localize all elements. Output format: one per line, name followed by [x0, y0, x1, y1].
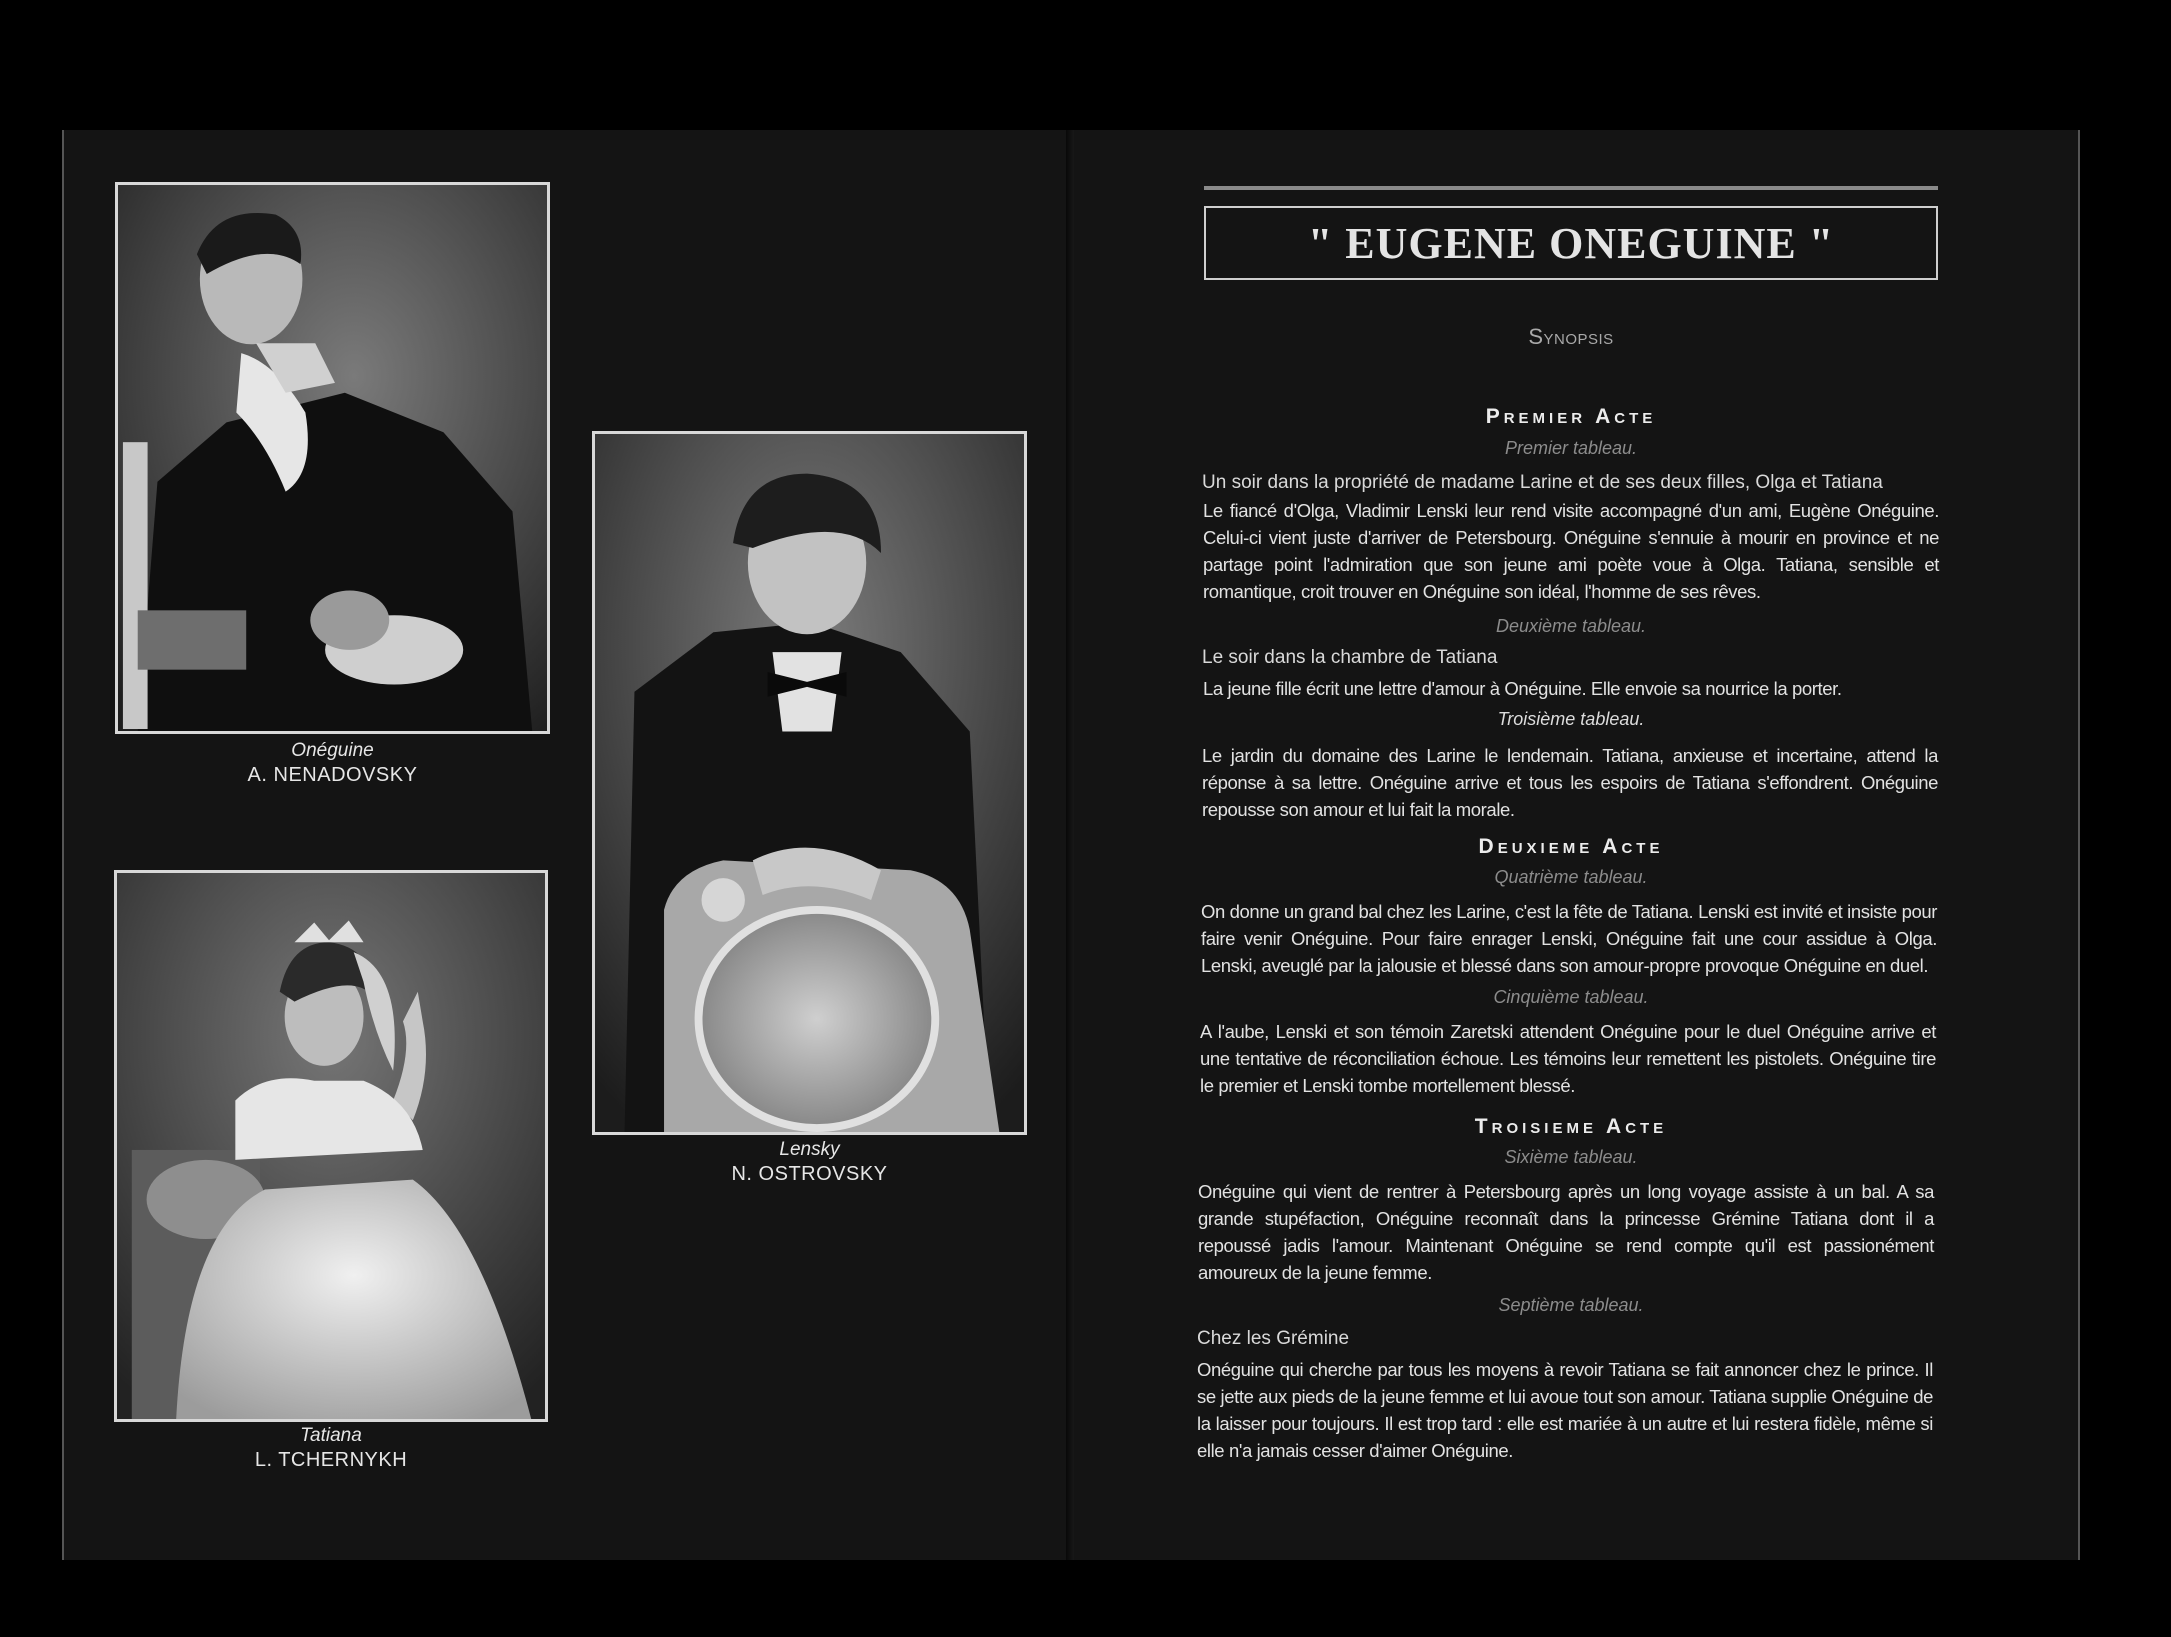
title-box [1204, 206, 1938, 280]
tableau-label: Cinquième tableau. [1493, 987, 1649, 1007]
tableau-label: Deuxième tableau. [1495, 616, 1647, 636]
tableau-label: Quatrième tableau. [1494, 867, 1648, 887]
tableau-label: Troisième tableau. [1497, 709, 1645, 729]
caption-role: Lensky [779, 1139, 840, 1160]
synopsis-paragraph: Le jardin du domaine des Larine le lendemain. Tatiana, anxieuse et incertaine, attend la réponse à sa lettre. Onéguine arrive et tous les espoirs de Tatiana s'effondrent. Onéguine repousse son amour et lui fait la morale. [1202, 745, 1938, 820]
caption-tatiana [114, 1425, 548, 1473]
act-heading: Premier Acte [1485, 405, 1657, 428]
photo-oneguine [115, 182, 550, 734]
caption-role: Onéguine [291, 740, 374, 761]
tableau-label: Septième tableau. [1498, 1295, 1644, 1315]
synopsis-paragraph: Onéguine qui vient de rentrer à Petersbourg après un long voyage assiste à un bal. A sa grande stupéfaction, Onéguine reconnaît dans la princesse Grémine Tatiana dont il a repoussé jadis l'amour. Maintenant Onéguine se rend compte qu'il est passionément amoureux de la jeune femme. [1198, 1181, 1934, 1283]
caption-actor: A. NENADOVSKY [247, 764, 418, 786]
tableau-label: Premier tableau. [1504, 438, 1638, 458]
synopsis-paragraph: A l'aube, Lenski et son témoin Zaretski attendent Onéguine pour le duel Onéguine arrive et une tentative de réconciliation échoue. Les témoins leur remettent les pistolets. Onéguine tire le premier et Lenski tombe mortellement blessé. [1200, 1021, 1936, 1096]
caption-role: Tatiana [300, 1425, 362, 1446]
scene-setting: Le soir dans la chambre de Tatiana [1202, 647, 1498, 668]
synopsis-paragraph: On donne un grand bal chez les Larine, c'est la fête de Tatiana. Lenski est invité et insiste pour faire venir Onéguine. Pour faire enrager Lenski, Onéguine fait une cour assidue à Olga. Lenski, aveuglé par la jalousie et blessé dans son amour-propre provoque Onéguine en duel. [1201, 901, 1937, 976]
photo-tatiana [114, 870, 548, 1422]
scene-setting: Un soir dans la propriété de madame Larine et de ses deux filles, Olga et Tatiana [1202, 472, 1883, 493]
synopsis-paragraph: Le fiancé d'Olga, Vladimir Lenski leur rend visite accompagné d'un ami, Eugène Onéguine. Celui-ci vient juste d'arriver de Petersbourg. Onéguine s'ennuie à mourir en province et ne partage point l'admiration que son jeune ami poète voue à Olga. Tatiana, sensible et romantique, croit trouver en Onéguine son idéal, l'homme de ses rêves. [1203, 500, 1939, 602]
tableau-label: Sixième tableau. [1504, 1147, 1638, 1167]
scene-setting: Chez les Grémine [1197, 1328, 1350, 1349]
act-heading: Deuxieme Acte [1478, 835, 1664, 858]
caption-actor: N. OSTROVSKY [731, 1163, 888, 1185]
act-heading: Troisieme Acte [1474, 1115, 1668, 1138]
synopsis-paragraph: La jeune fille écrit une lettre d'amour à Onéguine. Elle envoie sa nourrice la porter. [1203, 678, 1842, 699]
photo-lensky [592, 431, 1027, 1135]
caption-actor: L. TCHERNYKH [254, 1449, 408, 1471]
title-rule [1204, 186, 1938, 190]
page-title: " EUGENE ONEGUINE " [1307, 218, 1835, 268]
synopsis-paragraph: Onéguine qui cherche par tous les moyens à revoir Tatiana se fait annoncer chez le prince. Il se jette aux pieds de la jeune femme et lui avoue tout son amour. Tatiana supplie Onéguine de la laisser pour toujours. Il est trop tard : elle est mariée à un autre et lui restera fidèle, même si elle n'a jamais cesser d'aimer Onéguine. [1197, 1359, 1933, 1461]
synopsis-heading: Synopsis [1528, 324, 1614, 349]
caption-lensky [592, 1139, 1027, 1187]
caption-oneguine [115, 740, 550, 788]
